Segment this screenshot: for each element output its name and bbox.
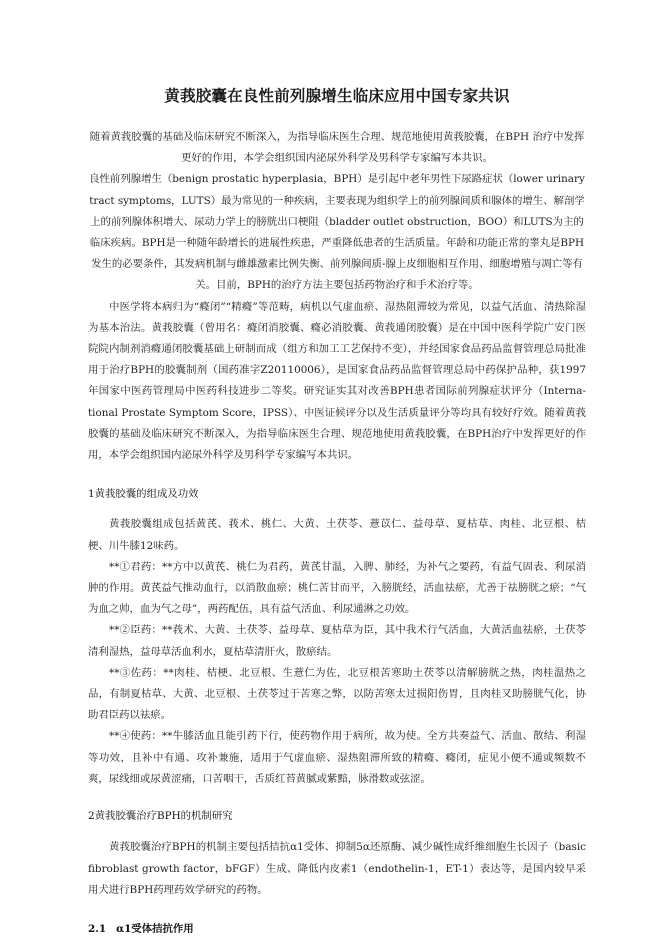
document-title: 黄莪胶囊在良性前列腺增生临床应用中国专家共识 bbox=[164, 86, 510, 105]
section-2-1-number: 2.1 bbox=[88, 922, 107, 935]
tcm-paragraph: 中医学将本病归为“癃闭”“精癃”等范畴，病机以气虚血瘀、湿热阻滞较为常见，以益气活血、清热除湿为基本治法。黄莪胶囊（曾用名：癃闭消胶囊、癃必消胶囊、黄莪通闭胶囊）是在中国中医科学院广安门医院院内制剂消癃通闭胶囊基础上研制而成（组方和加工工艺保持不变），并经国家食品药品监督管理总局批准用于治疗BPH的胶囊制剂（国药准字Z20110006），是国家食品药品监督管理总局中药保护品种，获1997年国家中医药管理局中医药科技进步二等奖。研究证实其对改善BPH患者国际前列腺症状评分（Interna-tional Prostate Symptom Score，IPSS）、中医证候评分以及生活质量评分等均具有较好疗效。随着黄莪胶囊的基础及临床研究不断深入，为指导临床医生合理、规范地使用黄莪胶囊，在BPH治疗中发挥更好的作用，本学会组织国内泌尿外科学及男科学专家编写本共识。 bbox=[88, 300, 586, 462]
section-1-heading: 1黄莪胶囊的组成及功效 bbox=[88, 488, 199, 501]
section-1-paragraph-shi-drug: **④使药：**牛膝活血且能引药下行，使药物作用于病所，故为使。全方共奏益气、活血、散结、利湿等功效，且补中有通、攻补兼施，适用于气虚血瘀、湿热阻滞所致的精癃、癃闭，症见小便不通或频数不爽，尿线细或尿黄涩痛，口苦咽干，舌质红苔黄腻或紫黯，脉滑数或弦涩。 bbox=[88, 730, 586, 785]
section-2-paragraph-mechanism: 黄莪胶囊治疗BPH的机制主要包括拮抗α1受体、抑制5α还原酶、减少碱性成纤维细胞生长因子（basic fibroblast growth factor，bFGF）生成、降低内皮素1（endothelin-1，ET-1）表达等，是国内较早采用犬进行BPH药理药效学研究的药物。 bbox=[88, 841, 586, 896]
section-1-paragraph-composition: 黄莪胶囊组成包括黄芪、莪术、桃仁、大黄、土茯苓、薏苡仁、益母草、夏枯草、肉桂、北豆根、桔梗、川牛膝12味药。 bbox=[88, 518, 586, 552]
section-2-1-heading bbox=[88, 919, 586, 940]
intro-paragraph-2: 良性前列腺增生（benign prostatic hyperplasia，BPH）是引起中老年男性下尿路症状（lower urinary tract symptoms，LUTS）最为常见的一种疾病，主要表现为组织学上的前列腺间质和腺体的增生、解剖学上的前列腺体积增大、尿动力学上的膀胱出口梗阻（bladder outlet obstruction，BOO）和LUTS为主的临床疾病。BPH是一种随年龄增长的进展性疾患，严重降低患者的生活质量。年龄和功能正常的睾丸是BPH发生的必要条件，其发病机制与雌雄激素比例失衡、前列腺间质-腺上皮细胞相互作用、细胞增殖与凋亡等有关。目前，BPH的治疗方法主要包括药物治疗和手术治疗等。 bbox=[89, 173, 585, 292]
section-2-heading: 2黄莪胶囊治疗BPH的机制研究 bbox=[88, 810, 233, 823]
intro-paragraph-1: 随着黄莪胶囊的基础及临床研究不断深入，为指导临床医生合理、规范地使用黄莪胶囊，在BPH 治疗中发挥更好的作用，本学会组织国内泌尿外科学及男科学专家编写本共识。 bbox=[89, 131, 585, 165]
section-2-1-title: α1受体拮抗作用 bbox=[116, 922, 194, 935]
section-1-paragraph-chen-drug: **②臣药：**莪术、大黄、土茯苓、益母草、夏枯草为臣，其中我术行气活血，大黄活血祛瘀，土茯苓清利湿热，益母草活血利水，夏枯草清肝火，散瘀结。 bbox=[88, 624, 586, 658]
section-1-paragraph-jun-drug: **①君药：**方中以黄芪、桃仁为君药，黄芪甘温，入脾、肺经，为补气之要药，有益气固表、利尿消肿的作用。黄芪益气推动血行，以消散血瘀；桃仁苦甘而平，入膀胱经，活血祛瘀，尤善于祛膀胱之瘀；“气为血之帅，血为气之母”，两药配伍，具有益气活血、利尿通淋之功效。 bbox=[88, 560, 586, 616]
section-1-paragraph-zuo-drug: **③佐药：**肉桂、桔梗、北豆根、生薏仁为佐，北豆根苦寒助土茯苓以清解膀胱之热，肉桂温热之品，有制夏枯草、大黄、北豆根、土茯苓过于苦寒之弊，以防苦寒太过损阳伤胃，且肉桂又助膀胱气化，协助君臣药以祛瘀。 bbox=[88, 666, 586, 722]
